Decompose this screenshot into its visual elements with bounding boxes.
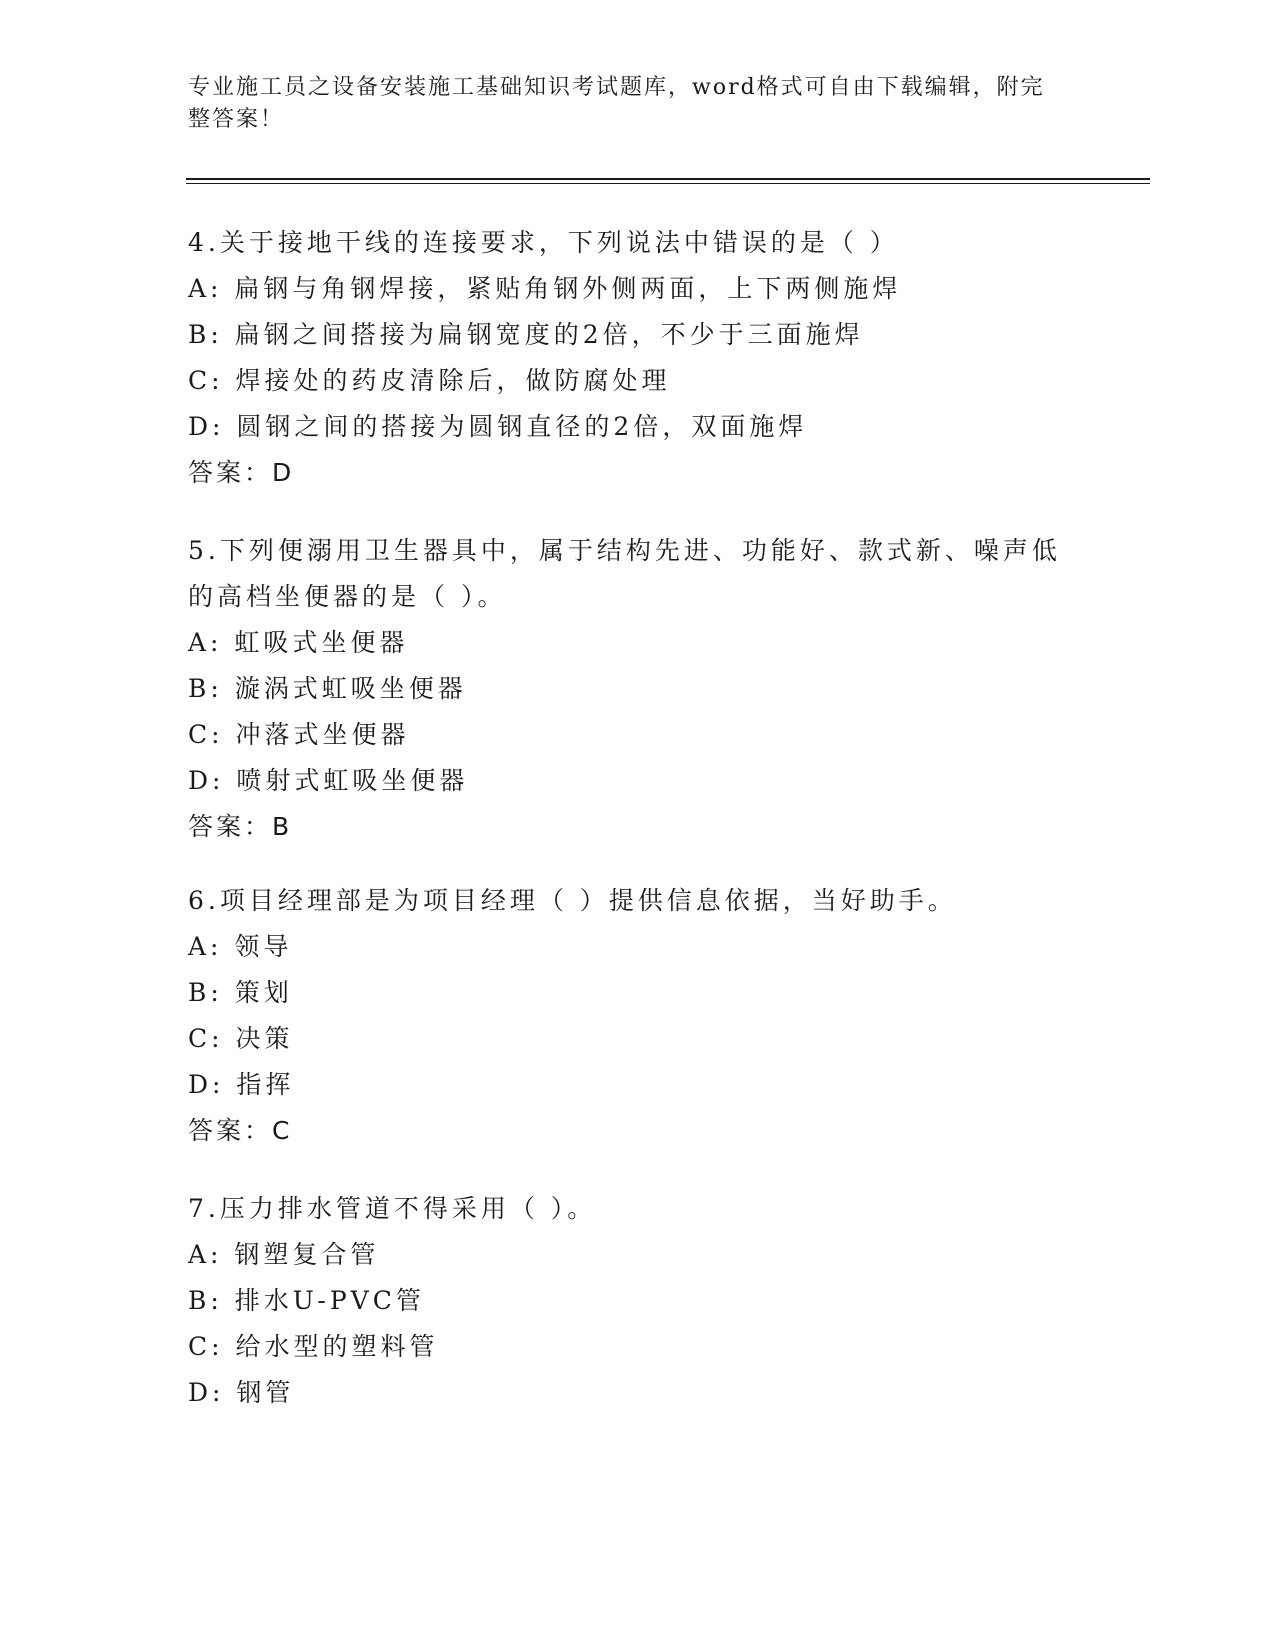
answer: 答案：D (188, 458, 295, 487)
option-a: A: 扁钢与角钢焊接，紧贴角钢外侧两面，上下两侧施焊 (188, 274, 902, 303)
question-stem: 7.压力排水管道不得采用（ ）。 (188, 1194, 597, 1223)
question-4 (188, 220, 1068, 496)
question-5 (188, 528, 1068, 850)
question-6 (188, 878, 1068, 1154)
header-divider-thin (186, 183, 1150, 184)
option-d: D: 指挥 (188, 1070, 295, 1099)
answer: 答案：B (188, 812, 293, 841)
option-c: C: 给水型的塑料管 (188, 1332, 439, 1361)
option-d: D: 钢管 (188, 1378, 295, 1407)
header-divider-thick (186, 178, 1150, 180)
question-7 (188, 1186, 1068, 1416)
option-a: A: 钢塑复合管 (188, 1240, 380, 1269)
question-stem: 5.下列便溺用卫生器具中，属于结构先进、功能好、款式新、噪声低的高档坐便器的是（ ）。 (188, 536, 1061, 611)
option-c: C: 冲落式坐便器 (188, 720, 410, 749)
option-b: B: 策划 (188, 978, 293, 1007)
option-d: D: 圆钢之间的搭接为圆钢直径的2倍，双面施焊 (188, 412, 808, 441)
option-b: B: 漩涡式虹吸坐便器 (188, 674, 467, 703)
question-stem: 6.项目经理部是为项目经理（ ）提供信息依据，当好助手。 (188, 886, 957, 915)
option-c: C: 决策 (188, 1024, 294, 1053)
answer: 答案：C (188, 1116, 293, 1145)
question-stem: 4.关于接地干线的连接要求，下列说法中错误的是（ ） (188, 228, 899, 257)
option-a: A: 虹吸式坐便器 (188, 628, 409, 657)
option-b: B: 扁钢之间搭接为扁钢宽度的2倍，不少于三面施焊 (188, 320, 864, 349)
document-header: 专业施工员之设备安装施工基础知识考试题库，word格式可自由下载编辑，附完整答案！ (188, 75, 1045, 132)
option-d: D: 喷射式虹吸坐便器 (188, 766, 469, 795)
option-b: B: 排水U-PVC管 (188, 1286, 425, 1315)
option-a: A: 领导 (188, 932, 293, 961)
option-c: C: 焊接处的药皮清除后，做防腐处理 (188, 366, 671, 395)
